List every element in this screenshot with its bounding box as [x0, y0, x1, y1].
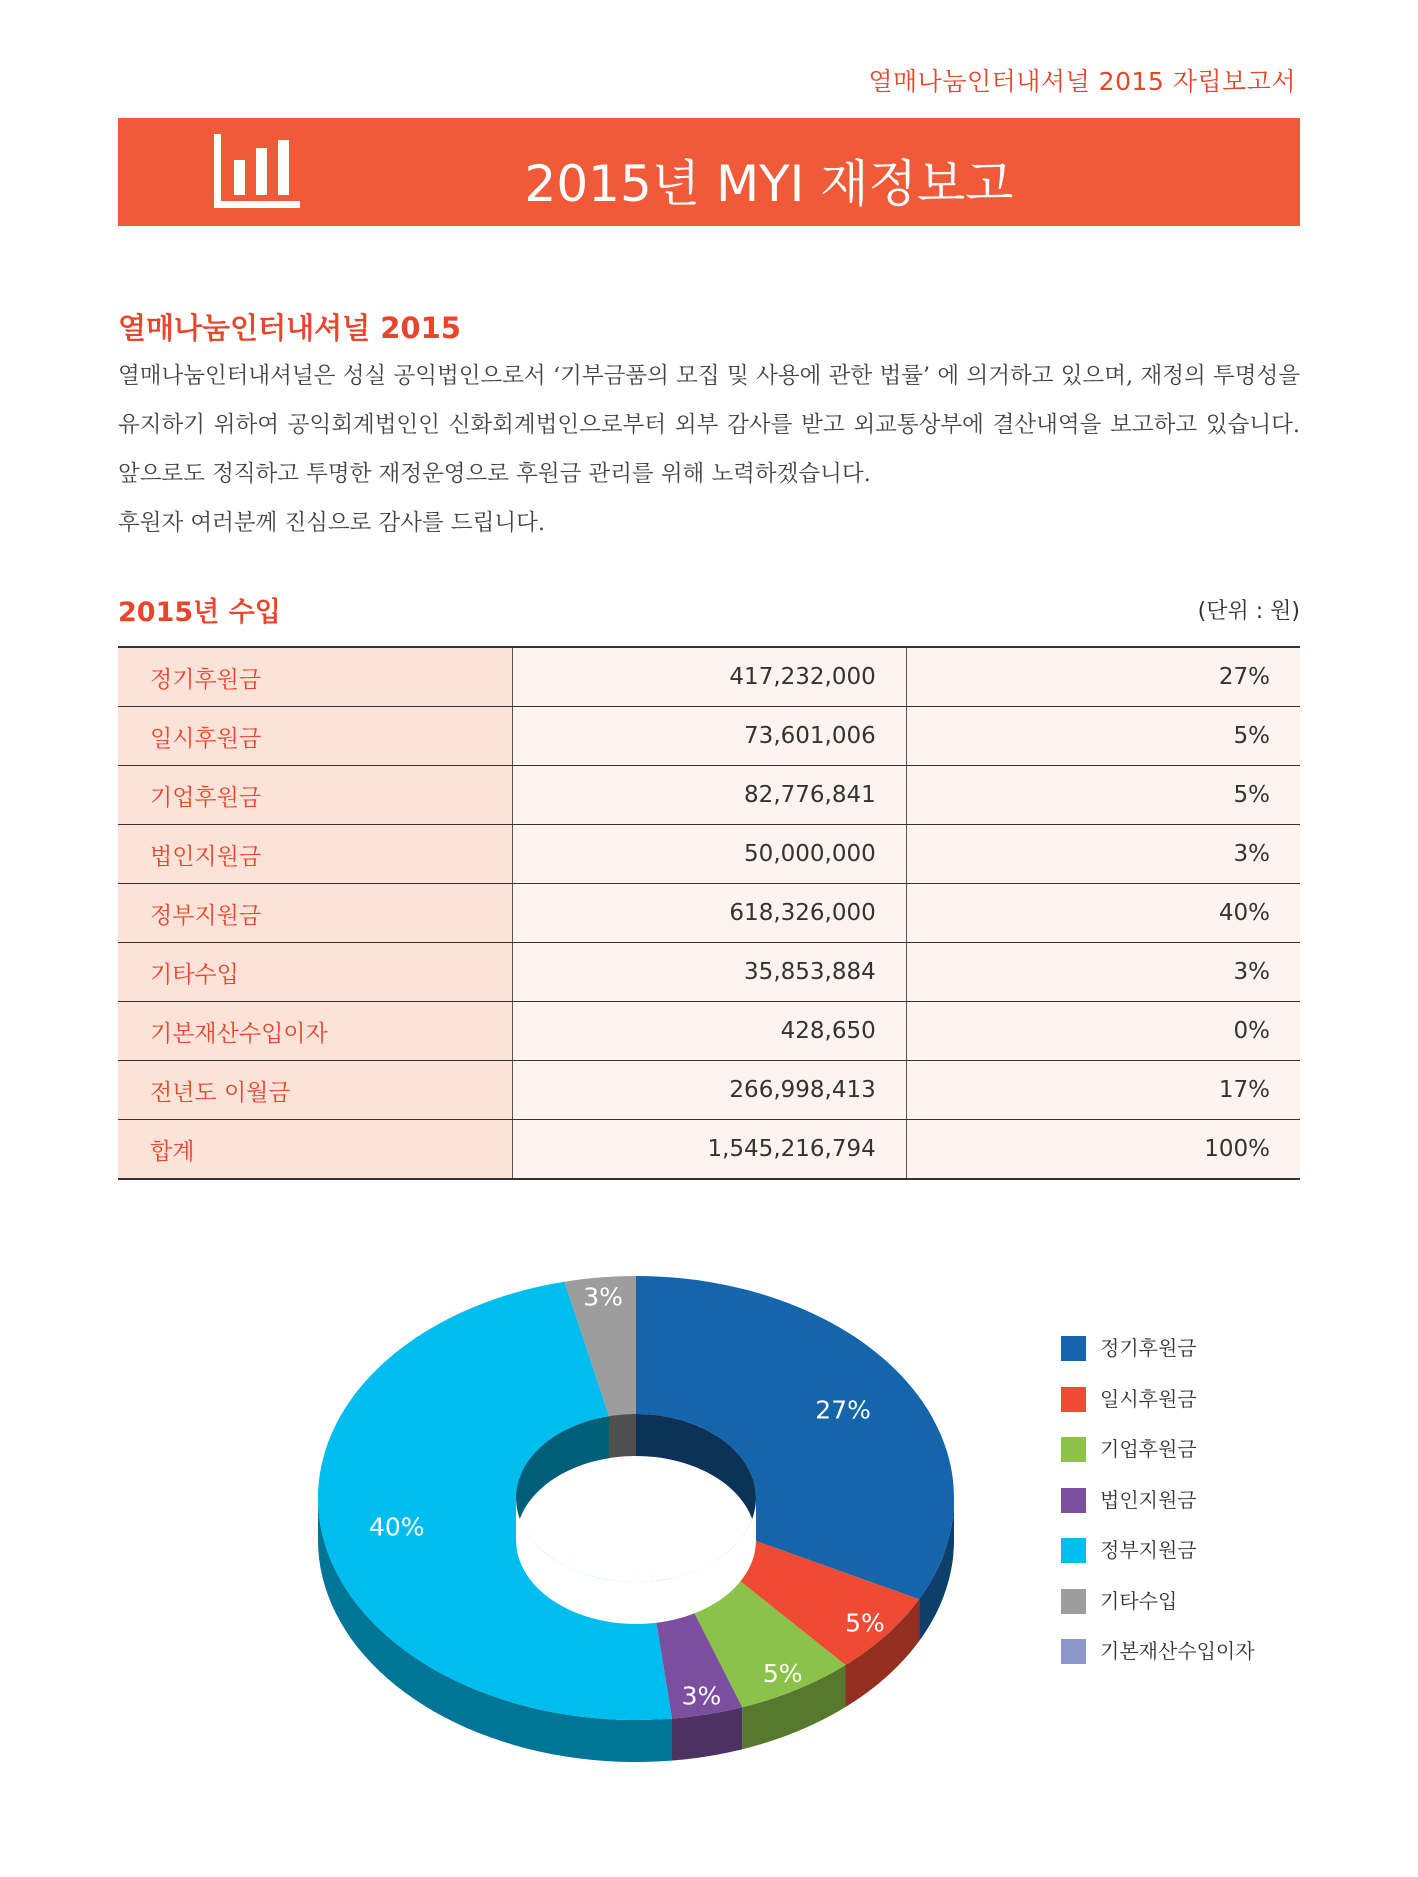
row-amount: 428,650 [513, 1002, 907, 1061]
legend-label: 기본재산수입이자 [1100, 1639, 1255, 1663]
table-row [118, 766, 1300, 825]
row-amount: 1,545,216,794 [513, 1120, 907, 1180]
row-percent: 17% [906, 1061, 1300, 1120]
legend-swatch [1061, 1336, 1086, 1361]
legend-label: 기타수입 [1100, 1588, 1178, 1613]
legend-item [1061, 1589, 1255, 1640]
row-percent: 100% [906, 1120, 1300, 1180]
legend-swatch [1061, 1437, 1086, 1462]
row-label: 법인지원금 [118, 825, 513, 884]
legend-label: 일시후원금 [1100, 1386, 1197, 1411]
page-title: 2015년 MYI 재정보고 [524, 155, 1014, 213]
legend-swatch [1061, 1538, 1086, 1563]
intro-paragraph: 후원자 여러분께 진심으로 감사를 드립니다. [118, 510, 545, 536]
slice-label: 27% [815, 1395, 871, 1425]
legend-label: 정기후원금 [1100, 1336, 1197, 1360]
row-label: 합계 [118, 1120, 513, 1180]
row-amount: 35,853,884 [513, 943, 907, 1002]
row-label: 기타수입 [118, 943, 513, 1002]
table-row [118, 1002, 1300, 1061]
row-label: 정부지원금 [118, 884, 513, 943]
row-label: 정기후원금 [118, 647, 513, 707]
row-percent: 5% [906, 707, 1300, 766]
table-row [118, 707, 1300, 766]
legend-item [1061, 1336, 1255, 1387]
unit-note: (단위 : 원) [1197, 599, 1300, 624]
table-row [118, 825, 1300, 884]
chart-legend [1061, 1336, 1255, 1690]
row-amount: 82,776,841 [513, 766, 907, 825]
row-percent: 5% [906, 766, 1300, 825]
legend-item [1061, 1387, 1255, 1438]
slice-label: 40% [369, 1512, 425, 1542]
table-row [118, 1061, 1300, 1120]
legend-item [1061, 1538, 1255, 1589]
legend-swatch [1061, 1387, 1086, 1412]
slice-label: 5% [845, 1608, 885, 1638]
row-label: 일시후원금 [118, 707, 513, 766]
income-donut-chart [300, 1246, 1000, 1786]
income-title: 2015년 수입 [118, 597, 281, 628]
row-label: 기본재산수입이자 [118, 1002, 513, 1061]
legend-swatch [1061, 1589, 1086, 1614]
row-amount: 50,000,000 [513, 825, 907, 884]
legend-swatch [1061, 1639, 1086, 1664]
slice-label: 3% [681, 1681, 722, 1711]
legend-label: 기업후원금 [1100, 1437, 1197, 1461]
table-row [118, 647, 1300, 707]
intro-paragraph: 열매나눔인터내셔널은 성실 공익법인으로서 ‘기부금품의 모집 및 사용에 관한 법률’ 에 의거하고 있으며, 재정의 투명성을 유지하기 위하여 공익회계법인인 신화회계법인으로부터 외부 감사를 받고 외교통상부에 결산내역을 보고하고 있습니다. 앞으로도 정직하고 투명한 재정운영으로 후원금 관리를 위해 노력하겠습니다. [118, 363, 1300, 487]
table-row [118, 943, 1300, 1002]
row-amount: 417,232,000 [513, 647, 907, 707]
row-label: 기업후원금 [118, 766, 513, 825]
row-amount: 618,326,000 [513, 884, 907, 943]
row-amount: 73,601,006 [513, 707, 907, 766]
table-row [118, 884, 1300, 943]
title-banner [118, 118, 1300, 226]
legend-swatch [1061, 1488, 1086, 1513]
row-percent: 27% [906, 647, 1300, 707]
legend-label: 정부지원금 [1100, 1538, 1197, 1562]
legend-label: 법인지원금 [1100, 1487, 1197, 1512]
legend-item [1061, 1488, 1255, 1539]
slice-label: 3% [583, 1282, 623, 1312]
running-title: 열매나눔인터내셔널 2015 자립보고서 [868, 67, 1296, 96]
legend-item [1061, 1437, 1255, 1488]
slice-label: 5% [762, 1658, 803, 1688]
row-percent: 0% [906, 1002, 1300, 1061]
intro-title: 열매나눔인터내셔널 2015 [118, 311, 461, 345]
row-percent: 40% [906, 884, 1300, 943]
income-table [118, 646, 1300, 1180]
legend-item [1061, 1639, 1255, 1690]
intro-text [118, 352, 1300, 548]
row-label: 전년도 이월금 [118, 1061, 513, 1120]
table-row [118, 1120, 1300, 1180]
row-amount: 266,998,413 [513, 1061, 907, 1120]
row-percent: 3% [906, 825, 1300, 884]
row-percent: 3% [906, 943, 1300, 1002]
donut-inner-wall [609, 1414, 636, 1458]
